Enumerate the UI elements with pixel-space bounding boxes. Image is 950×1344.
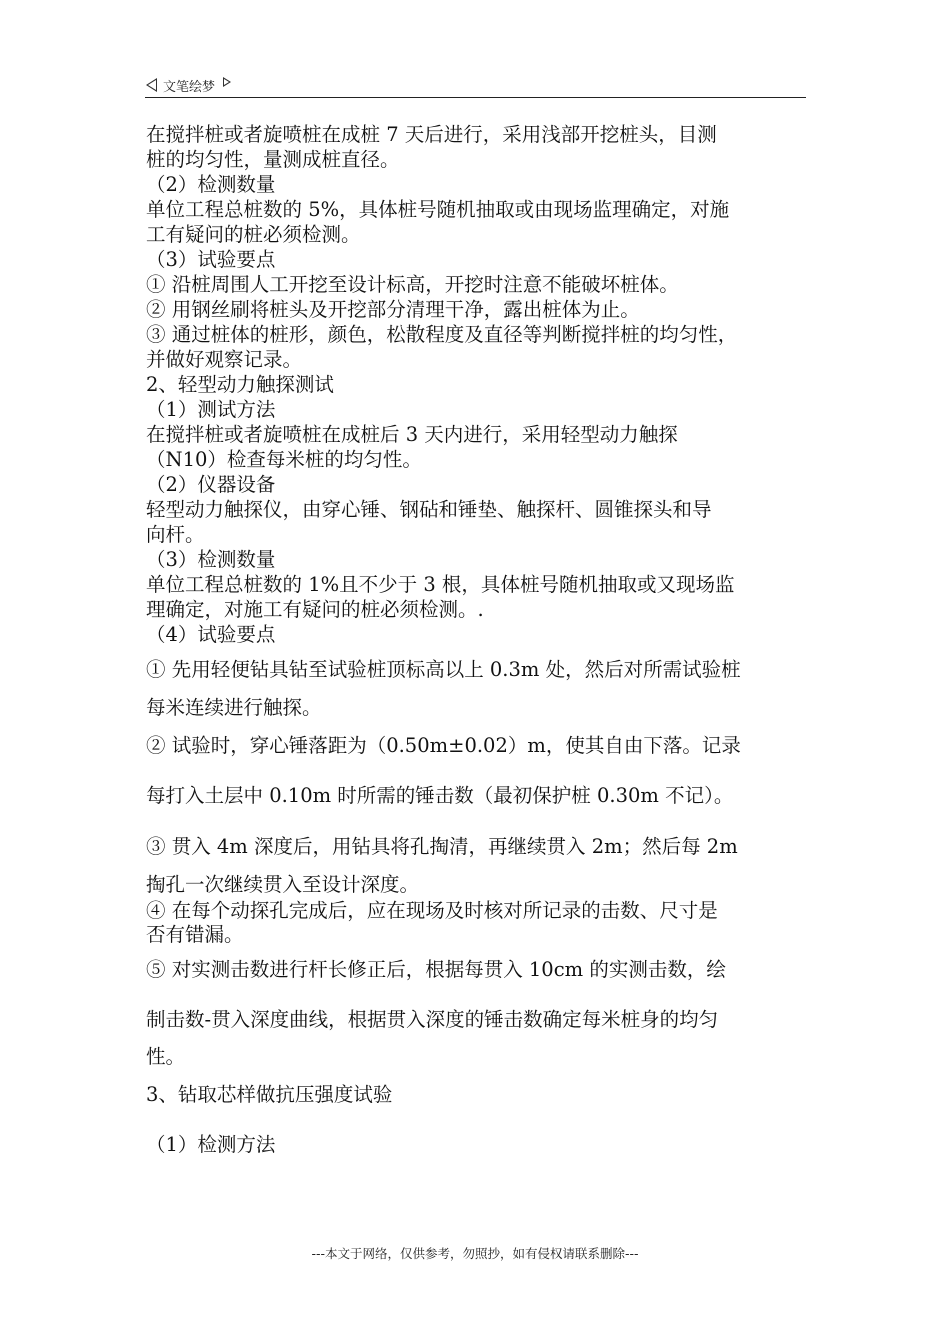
body-line: （2）仪器设备 [146,473,276,496]
body-line: ② 试验时，穿心锤落距为（0.50m±0.02）m，使其自由下落。记录 [146,734,741,757]
body-line: （3）试验要点 [146,248,276,271]
body-line: ③ 贯入 4m 深度后，用钻具将孔掏清，再继续贯入 2m；然后每 2m [146,835,738,858]
body-line: （4）试验要点 [146,623,276,646]
body-line: 工有疑问的桩必须检测。 [146,223,361,246]
body-line: 单位工程总桩数的 1%且不少于 3 根，具体桩号随机抽取或又现场监 [146,573,735,596]
subsection-heading: （1）检测方法 [146,1133,276,1156]
body-line: 在搅拌桩或者旋喷桩在成桩 7 天后进行，采用浅部开挖桩头，目测 [146,123,717,146]
body-line: 2、轻型动力触探测试 [146,373,334,396]
body-line: 桩的均匀性，量测成桩直径。 [146,148,400,171]
body-line: 向杆。 [146,523,205,546]
body-line: （N10）检查每米桩的均匀性。 [146,448,422,471]
page-header [146,74,806,96]
body-line: 每米连续进行触探。 [146,696,322,719]
page-footer: ---本文于网络，仅供参考，勿照抄，如有侵权请联系删除--- [311,1246,639,1261]
body-line: 单位工程总桩数的 5%，具体桩号随机抽取或由现场监理确定，对施 [146,198,730,221]
header-title: 文笔绘梦 [163,79,216,95]
body-line: 掏孔一次继续贯入至设计深度。 [146,873,420,896]
body-line: （3）检测数量 [146,548,276,571]
body-line: 性。 [146,1045,186,1068]
body-line: ④ 在每个动探孔完成后，应在现场及时核对所记录的击数、尺寸是 [146,899,718,922]
header-divider [145,97,806,98]
body-line: ② 用钢丝刷将桩头及开挖部分清理干净，露出桩体为止。 [146,298,640,321]
body-line: ③ 通过桩体的桩形，颜色，松散程度及直径等判断搅拌桩的均匀性， [146,323,738,346]
body-line: 制击数-贯入深度曲线，根据贯入深度的锤击数确定每米桩身的均匀 [146,1008,719,1031]
forward-triangle-icon [223,77,231,87]
body-line: 理确定，对施工有疑问的桩必须检测。. [146,598,484,621]
body-line: ① 先用轻便钻具钻至试验桩顶标高以上 0.3m 处，然后对所需试验桩 [146,658,741,681]
body-line: 否有错漏。 [146,923,244,946]
body-line: 轻型动力触探仪，由穿心锤、钢砧和锤垫、触探杆、圆锥探头和导 [146,498,712,521]
body-line: 在搅拌桩或者旋喷桩在成桩后 3 天内进行，采用轻型动力触探 [146,423,678,446]
back-triangle-icon [146,78,157,92]
body-line: （2）检测数量 [146,173,276,196]
body-line: ① 沿桩周围人工开挖至设计标高，开挖时注意不能破坏桩体。 [146,273,679,296]
body-line: 每打入土层中 0.10m 时所需的锤击数（最初保护桩 0.30m 不记）。 [146,784,734,807]
body-line: ⑤ 对实测击数进行杆长修正后，根据每贯入 10cm 的实测击数，绘 [146,958,726,981]
body-line: 并做好观察记录。 [146,348,303,371]
body-line: （1）测试方法 [146,398,276,421]
section-heading: 3、钻取芯样做抗压强度试验 [146,1083,393,1106]
